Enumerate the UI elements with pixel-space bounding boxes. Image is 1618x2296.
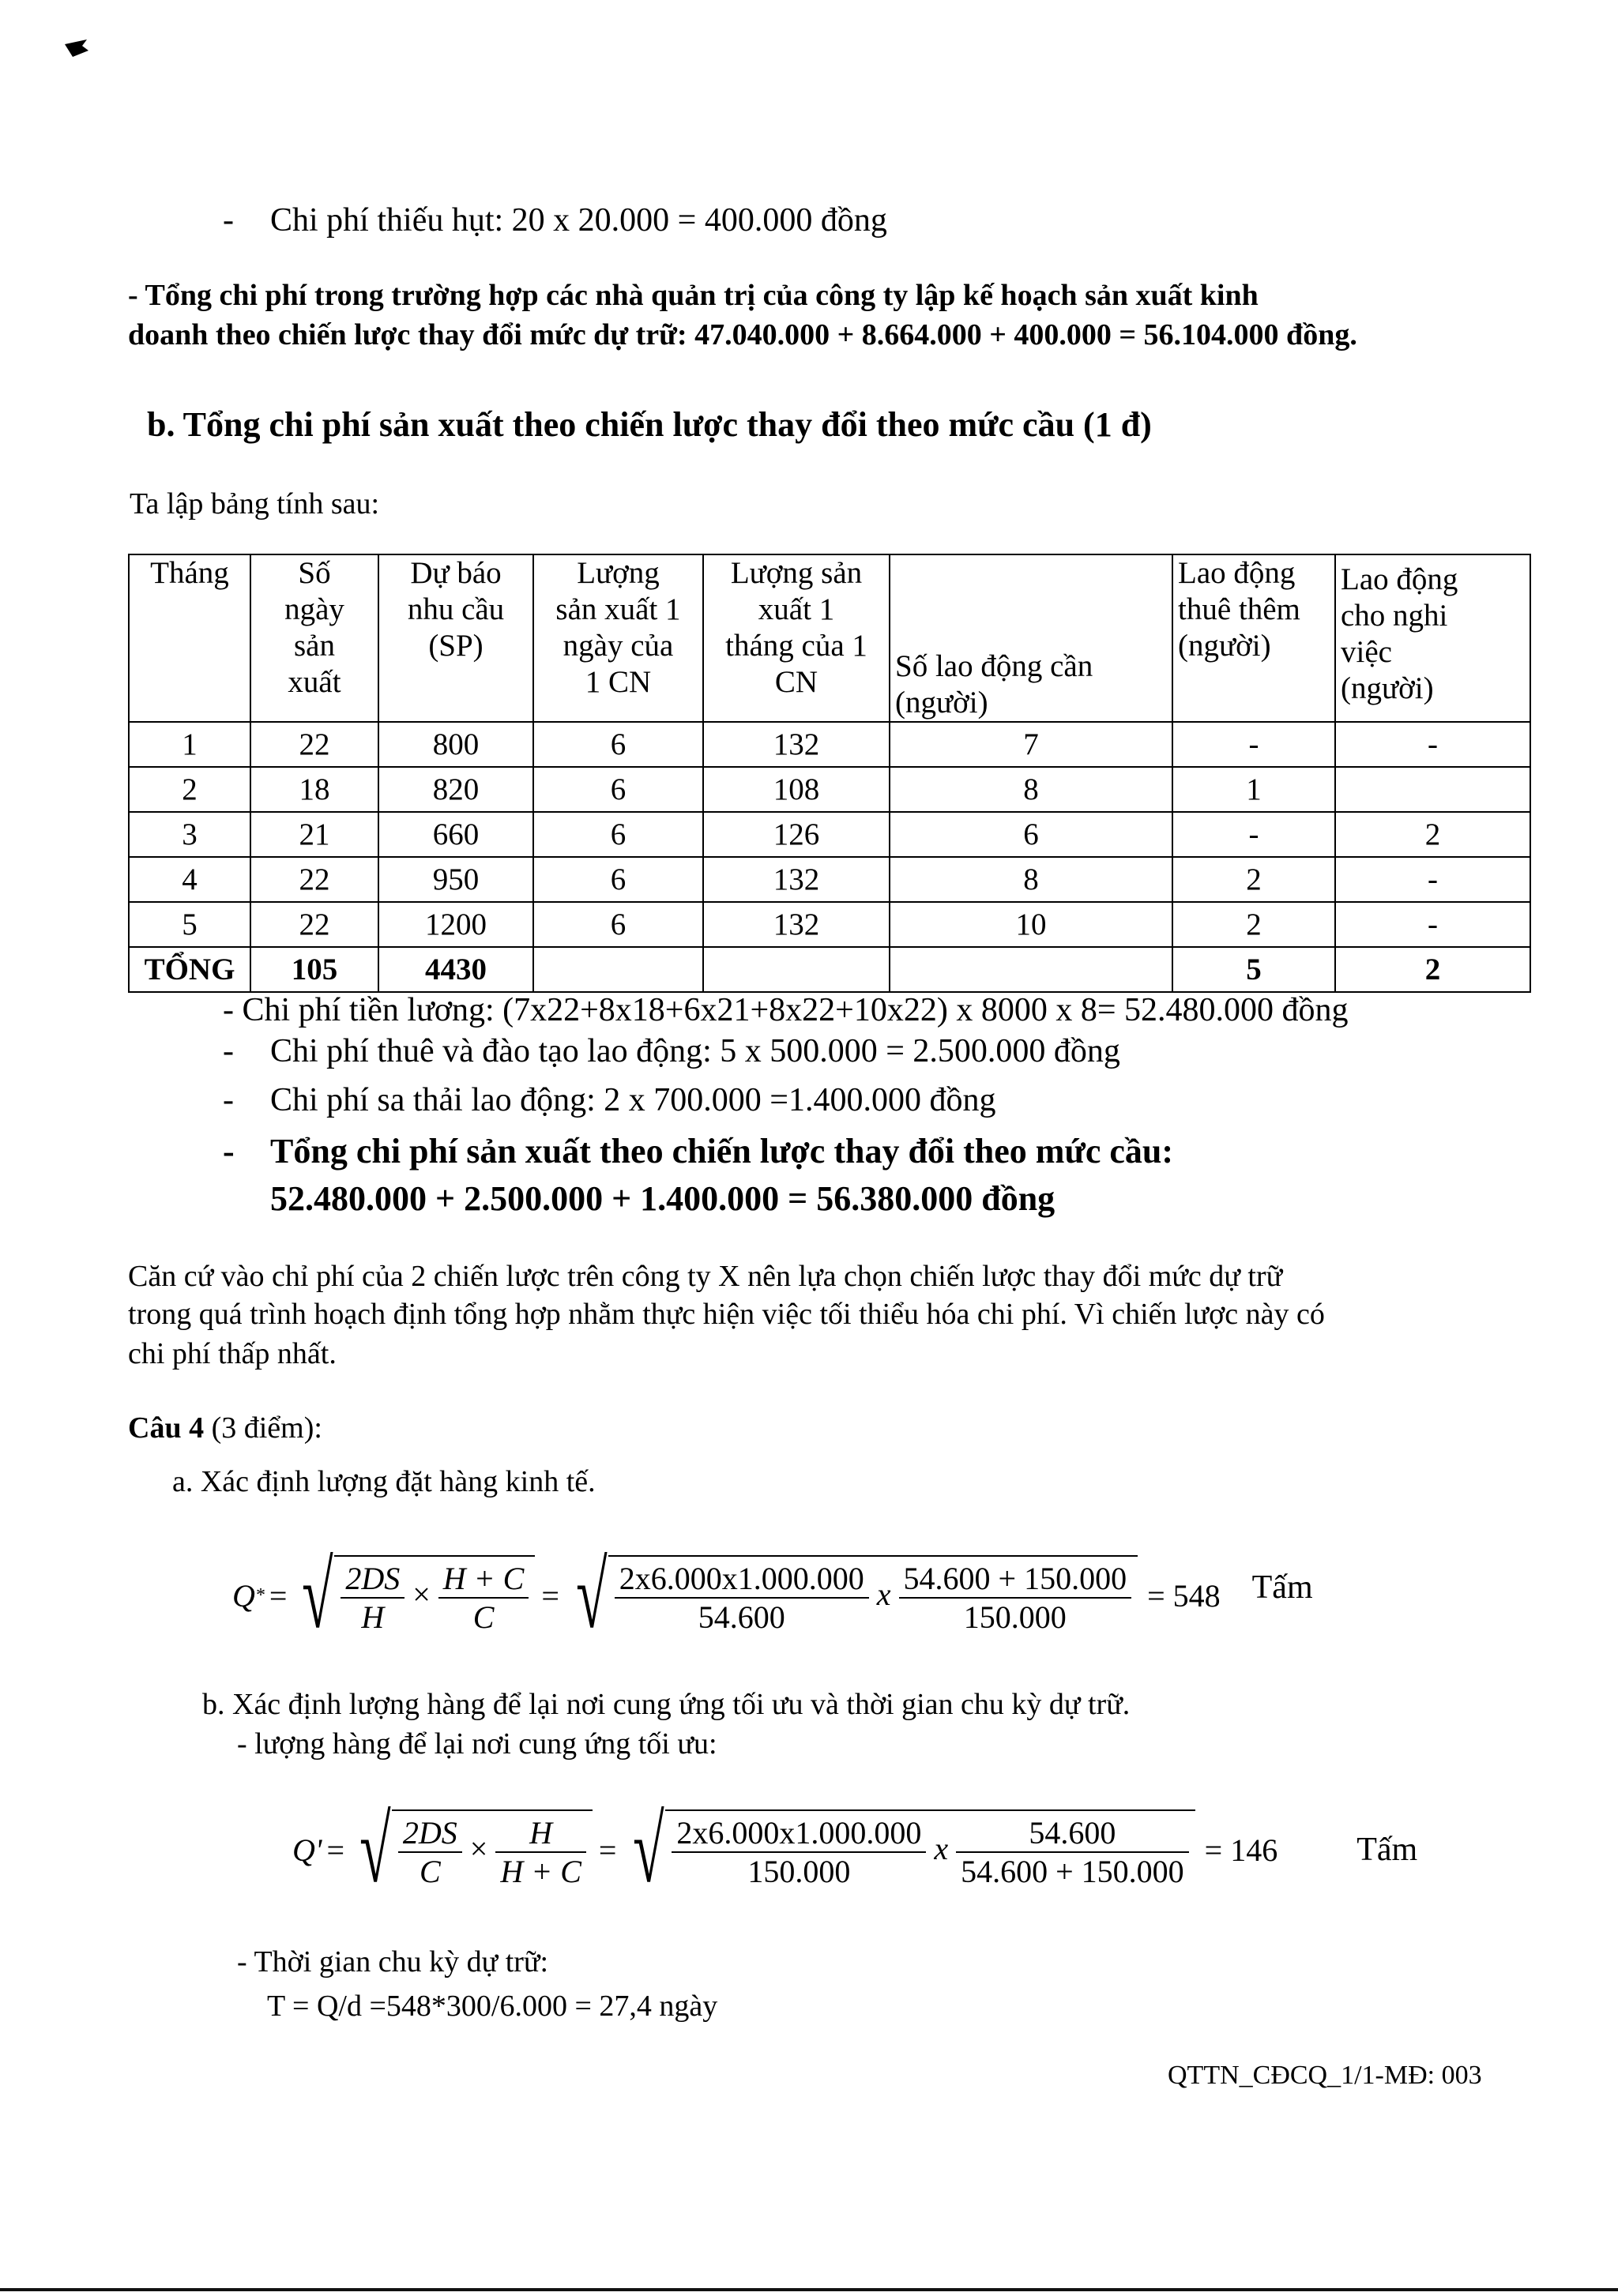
eoq-formula: Q * = √ $\frac{2DS}{H}$ × $\frac{H + C}{C}$ = √ $\frac{2x6.000x1.000.000}{54.600}$ x $\frac{54.600 + 150.000}{150.000}$ = 548 Tấm <box>232 1543 1313 1648</box>
shortage-cost-line: Chi phí thiếu hụt: 20 x 20.000 = 400.000 đồng <box>270 202 887 239</box>
backorder-f3-num: 2x6.000x1.000.000 <box>672 1814 926 1853</box>
cell-laid-off: - <box>1335 722 1530 767</box>
sqrt-icon: √ <box>359 1797 391 1902</box>
cell-monthly: 132 <box>703 902 890 947</box>
cell-days: 22 <box>250 722 378 767</box>
conclusion-line-3: chi phí thấp nhất. <box>128 1337 337 1370</box>
header-production-days: Số ngày sản xuất <box>250 554 378 722</box>
cell-workers: 6 <box>890 812 1172 857</box>
cell-laid-off: - <box>1335 902 1530 947</box>
backorder-f3-den: 150.000 <box>747 1854 851 1889</box>
eoq-f1-den: H <box>361 1599 385 1635</box>
cell-monthly: 126 <box>703 812 890 857</box>
cell-hired: - <box>1172 722 1335 767</box>
cell-monthly: 108 <box>703 767 890 812</box>
question-4-heading <box>128 1409 322 1447</box>
bullet-dash: - <box>223 1082 234 1118</box>
cell-days: 22 <box>250 902 378 947</box>
question-4a: a. Xác định lượng đặt hàng kinh tế. <box>172 1465 596 1498</box>
cell-month: 2 <box>129 767 250 812</box>
cell-daily: 6 <box>533 812 703 857</box>
header-laid-off: Lao động cho nghi việc (người) <box>1335 554 1530 722</box>
question-4b: b. Xác định lượng hàng để lại nơi cung ứng tối ưu và thời gian chu kỳ dự trữ. <box>202 1688 1131 1721</box>
cell-hired: - <box>1172 812 1335 857</box>
eoq-f3-num: 2x6.000x1.000.000 <box>615 1560 869 1599</box>
backorder-result: = 146 <box>1204 1832 1278 1868</box>
fire-cost-line: Chi phí sa thải lao động: 2 x 700.000 =1.400.000 đồng <box>270 1082 996 1118</box>
cell-monthly: 132 <box>703 722 890 767</box>
backorder-formula: Q' = √ $\frac{2DS}{C}$ × $\frac{H}{H + C}$ = √ $\frac{2x6.000x1.000.000}{150.000}$ x $\frac{54.600}{54.600 + 150.000}$ = 146 Tấm <box>292 1797 1418 1902</box>
question-4-points: (3 điểm): <box>204 1411 322 1445</box>
total-days: 105 <box>250 947 378 992</box>
cell-daily: 6 <box>533 857 703 902</box>
cell-workers: 8 <box>890 767 1172 812</box>
backorder-f2-num: H <box>495 1814 586 1853</box>
cell-workers: 8 <box>890 857 1172 902</box>
cell-hired: 2 <box>1172 902 1335 947</box>
cell-laid-off <box>1335 767 1530 812</box>
cell-days: 18 <box>250 767 378 812</box>
cell-demand: 660 <box>378 812 533 857</box>
total-chase-line-2: 52.480.000 + 2.500.000 + 1.400.000 = 56.380.000 đồng <box>270 1179 1055 1218</box>
cell-demand: 800 <box>378 722 533 767</box>
table-row <box>129 902 1530 947</box>
eoq-lhs: Q <box>232 1577 255 1614</box>
hire-cost-line: Chi phí thuê và đào tạo lao động: 5 x 500.000 = 2.500.000 đồng <box>270 1033 1120 1069</box>
cell-demand: 1200 <box>378 902 533 947</box>
backorder-sqrt-numeric: $\frac{2x6.000x1.000.000}{150.000}$ x $\frac{54.600}{54.600 + 150.000}$ <box>665 1809 1195 1890</box>
table-header-row <box>129 554 1530 722</box>
cell-month: 3 <box>129 812 250 857</box>
cycle-label: - Thời gian chu kỳ dự trữ: <box>237 1945 549 1978</box>
question-4-label: Câu 4 <box>128 1411 205 1445</box>
cell-laid-off: - <box>1335 857 1530 902</box>
header-workers-needed: Số lao động cần (người) <box>890 554 1172 722</box>
conclusion-line-2: trong quá trình hoạch định tổng hợp nhằm thực hiện việc tối thiểu hóa chi phí. Vì chiến lược này có <box>128 1298 1325 1331</box>
cell-laid-off: 2 <box>1335 812 1530 857</box>
backorder-f1-den: C <box>419 1854 441 1889</box>
table-row <box>129 857 1530 902</box>
bullet-dash: - <box>223 1132 235 1171</box>
backorder-sqrt-symbolic: $\frac{2DS}{C}$ × $\frac{H}{H + C}$ <box>392 1809 593 1890</box>
labor-table <box>128 554 1531 993</box>
cell-workers: 10 <box>890 902 1172 947</box>
eoq-f2-num: H + C <box>438 1560 529 1599</box>
cell-month: 5 <box>129 902 250 947</box>
cell-daily: 6 <box>533 902 703 947</box>
eoq-sqrt-numeric: $\frac{2x6.000x1.000.000}{54.600}$ x $\frac{54.600 + 150.000}{150.000}$ <box>608 1555 1138 1636</box>
cell-workers: 7 <box>890 722 1172 767</box>
sqrt-icon: √ <box>302 1543 334 1648</box>
eoq-f2-den: C <box>472 1599 495 1635</box>
backorder-f2-den: H + C <box>500 1854 581 1889</box>
section-b-heading: b. Tổng chi phí sản xuất theo chiến lược thay đổi theo mức cầu (1 đ) <box>147 405 1152 444</box>
table-row <box>129 812 1530 857</box>
eoq-result: = 548 <box>1147 1577 1221 1614</box>
cell-demand: 820 <box>378 767 533 812</box>
cell-days: 22 <box>250 857 378 902</box>
total-chase-line-1: Tổng chi phí sản xuất theo chiến lược thay đổi theo mức cầu: <box>270 1132 1174 1171</box>
table-intro: Ta lập bảng tính sau: <box>130 487 380 520</box>
bullet-dash: - <box>223 202 234 239</box>
cell-hired: 1 <box>1172 767 1335 812</box>
total-demand: 4430 <box>378 947 533 992</box>
eoq-f3-den: 54.600 <box>698 1599 785 1635</box>
footer-code: QTTN_CĐCQ_1/1-MĐ: 003 <box>1168 2061 1482 2090</box>
cell-daily: 6 <box>533 767 703 812</box>
total-daily <box>533 947 703 992</box>
sqrt-icon: √ <box>633 1797 665 1902</box>
header-month: Tháng <box>129 554 250 722</box>
cell-monthly: 132 <box>703 857 890 902</box>
header-monthly-output: Lượng sản xuất 1 tháng của 1 CN <box>703 554 890 722</box>
eoq-f1-num: 2DS <box>341 1560 404 1599</box>
backorder-f1-num: 2DS <box>398 1814 462 1853</box>
cell-days: 21 <box>250 812 378 857</box>
eoq-sqrt-symbolic: $\frac{2DS}{H}$ × $\frac{H + C}{C}$ <box>334 1555 535 1636</box>
cycle-formula: T = Q/d =548*300/6.000 = 27,4 ngày <box>267 1990 718 2023</box>
total-laid-off: 2 <box>1335 947 1530 992</box>
bullet-dash: - <box>223 1033 234 1069</box>
scan-mark-icon <box>65 39 88 57</box>
eoq-unit: Tấm <box>1251 1569 1313 1606</box>
cell-demand: 950 <box>378 857 533 902</box>
cell-month: 4 <box>129 857 250 902</box>
wage-cost-line: - Chi phí tiền lương: (7x22+8x18+6x21+8x22+10x22) x 8000 x 8= 52.480.000 đồng <box>223 992 1349 1028</box>
backorder-f4-den: 54.600 + 150.000 <box>961 1854 1184 1889</box>
cell-month: 1 <box>129 722 250 767</box>
table-total-row <box>129 947 1530 992</box>
total-inventory-line-1: - Tổng chi phí trong trường hợp các nhà quản trị của công ty lập kế hoạch sản xuất kinh <box>128 279 1259 312</box>
total-hired: 5 <box>1172 947 1335 992</box>
question-4b-sub: - lượng hàng để lại nơi cung ứng tối ưu: <box>237 1727 717 1761</box>
header-daily-output: Lượng sản xuất 1 ngày của 1 CN <box>533 554 703 722</box>
sqrt-icon: √ <box>576 1543 608 1648</box>
eoq-f4-num: 54.600 + 150.000 <box>899 1560 1132 1599</box>
table-row <box>129 722 1530 767</box>
total-monthly <box>703 947 890 992</box>
cell-hired: 2 <box>1172 857 1335 902</box>
total-workers <box>890 947 1172 992</box>
conclusion-line-1: Căn cứ vào chỉ phí của 2 chiến lược trên công ty X nên lựa chọn chiến lược thay đổi mức dự trữ <box>128 1260 1283 1293</box>
total-label: TỔNG <box>129 947 250 992</box>
page-bottom-edge <box>0 2288 1618 2291</box>
table-row <box>129 767 1530 812</box>
eoq-f4-den: 150.000 <box>963 1599 1067 1635</box>
backorder-f4-num: 54.600 <box>956 1814 1189 1853</box>
backorder-lhs: Q' <box>292 1832 322 1868</box>
header-hired: Lao động thuê thêm (người) <box>1172 554 1335 722</box>
eoq-star: * <box>254 1584 265 1606</box>
header-demand-forecast: Dự báo nhu cầu (SP) <box>378 554 533 722</box>
backorder-unit: Tấm <box>1356 1832 1418 1868</box>
cell-daily: 6 <box>533 722 703 767</box>
total-inventory-line-2: doanh theo chiến lược thay đổi mức dự trữ: 47.040.000 + 8.664.000 + 400.000 = 56.104.000 đồng. <box>128 318 1357 351</box>
